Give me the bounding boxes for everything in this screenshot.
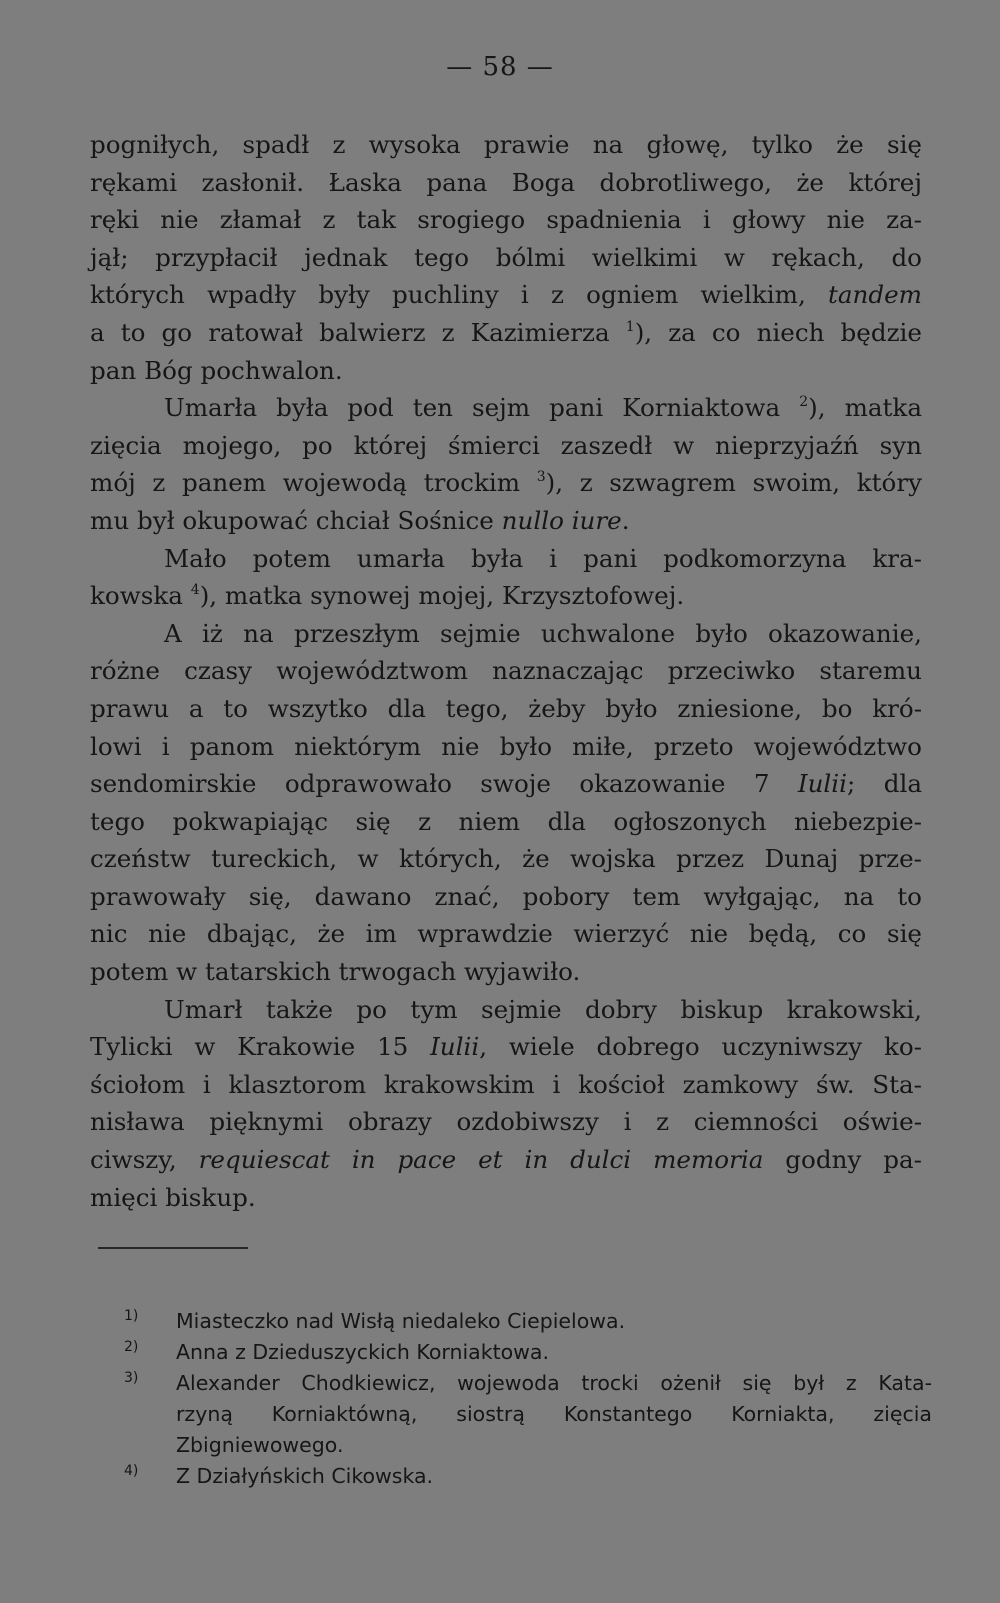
footnote-4 bbox=[124, 1461, 932, 1492]
footnotes bbox=[124, 1306, 932, 1492]
text-line: a to go ratował balwierz z Kazimierza $^1$), za co niech będzie bbox=[90, 317, 922, 347]
footnote-ref[interactable]: 4 bbox=[190, 582, 200, 599]
text-line: lowi i panom niektórym nie było miłe, przeto województwo bbox=[90, 731, 922, 761]
text-line: prawu a to wszytko dla tego, żeby było zniesione, bo kró- bbox=[90, 693, 922, 723]
text-line: czeństw tureckich, w których, że wojska przez Dunaj prze- bbox=[90, 844, 922, 874]
footnote-3 bbox=[124, 1368, 932, 1461]
text-line: mój z panem wojewodą trockim $^3$), z szwagrem swoim, który bbox=[90, 468, 922, 498]
text-line: ściołom i klasztorom krakowskim i kościoł zamkowy św. Sta- bbox=[90, 1069, 922, 1099]
text-line: mięci biskup. bbox=[90, 1182, 256, 1212]
italic-latin: requiescat in pace et in dulci memoria bbox=[198, 1145, 764, 1175]
text-line: ciwszy, requiescat in pace et in dulci memoria godny pa- bbox=[90, 1145, 922, 1175]
text-line: Mało potem umarła była i pani podkomorzyna kra- bbox=[164, 543, 922, 573]
footnote-mark: 2) bbox=[124, 1339, 139, 1355]
footnote-text: Alexander Chodkiewicz, wojewoda trocki ożenił się był z Kata- bbox=[176, 1371, 932, 1395]
text-line: mu był okupować chciał Sośnice nullo iure. bbox=[90, 505, 630, 535]
italic-latin: nullo iure bbox=[501, 505, 622, 535]
text-line: pogniłych, spadł z wysoka prawie na głowę, tylko że się bbox=[90, 130, 922, 159]
text-line: nic nie dbając, że im wprawdzie wierzyć nie będą, co się bbox=[90, 919, 922, 949]
text-line: A iż na przeszłym sejmie uchwalone było okazowanie, bbox=[164, 618, 922, 648]
text-line: Umarł także po tym sejmie dobry biskup krakowski, bbox=[164, 994, 922, 1024]
main-text bbox=[90, 126, 922, 1216]
footnote-ref[interactable]: 2 bbox=[799, 394, 809, 411]
text-line: zięcia mojego, po której śmierci zaszedł w nieprzyjaźń syn bbox=[90, 430, 922, 460]
footnote-text: Zbigniewowego. bbox=[176, 1433, 344, 1457]
footnote-mark: 1) bbox=[124, 1308, 139, 1324]
text-line: sendomirskie odprawowało swoje okazowanie 7 Iulii; dla bbox=[90, 769, 922, 799]
italic-latin: Iulii bbox=[430, 1032, 480, 1062]
text-line: nisława pięknymi obrazy ozdobiwszy i z ciemności oświe- bbox=[90, 1107, 922, 1137]
italic-latin: Iulii bbox=[797, 769, 848, 799]
footnote-2 bbox=[124, 1337, 932, 1368]
text-line: jął; przypłacił jednak tego bólmi wielkimi w rękach, do bbox=[90, 242, 922, 272]
text-line: Umarła była pod ten sejm pani Korniaktowa $^2$), matka bbox=[164, 393, 922, 423]
text-line: Tylicki w Krakowie 15 Iulii, wiele dobrego uczyniwszy ko- bbox=[90, 1032, 922, 1062]
text-line: pan Bóg pochwalon. bbox=[90, 355, 343, 385]
text-line: potem w tatarskich trwogach wyjawiło. bbox=[90, 957, 581, 987]
footnote-text: Miasteczko nad Wisłą niedaleko Ciepielowa. bbox=[176, 1309, 626, 1333]
footnote-separator bbox=[98, 1247, 248, 1249]
footnote-text: rzyną Korniaktówną, siostrą Konstantego Korniakta, zięcia bbox=[176, 1402, 932, 1426]
footnote-mark: 3) bbox=[124, 1370, 139, 1386]
italic-latin: tandem bbox=[827, 280, 922, 310]
text-line: różne czasy województwom naznaczając przeciwko staremu bbox=[90, 656, 922, 686]
text-line: prawowały się, dawano znać, pobory tem wyłgając, na to bbox=[90, 881, 922, 911]
footnote-text: Anna z Dzieduszyckich Korniaktowa. bbox=[176, 1340, 549, 1364]
text-line: tego pokwapiając się z niem dla ogłoszonych niebezpie- bbox=[90, 806, 922, 836]
page-number: — 58 — bbox=[446, 52, 554, 82]
footnote-mark: 4) bbox=[124, 1463, 139, 1479]
text-line: kowska $^4$), matka synowej mojej, Krzysztofowej. bbox=[90, 581, 685, 611]
text-line: których wpadły były puchliny i z ogniem wielkim, tandem bbox=[90, 280, 922, 310]
footnote-1 bbox=[124, 1306, 932, 1337]
footnote-ref[interactable]: 1 bbox=[625, 318, 635, 335]
footnote-ref[interactable]: 3 bbox=[536, 469, 546, 486]
footnote-text: Z Działyńskich Cikowska. bbox=[176, 1464, 434, 1488]
text-line: rękami zasłonił. Łaska pana Boga dobrotliwego, że której bbox=[90, 167, 922, 197]
text-line: ręki nie złamał z tak srogiego spadnienia i głowy nie za- bbox=[90, 205, 922, 235]
